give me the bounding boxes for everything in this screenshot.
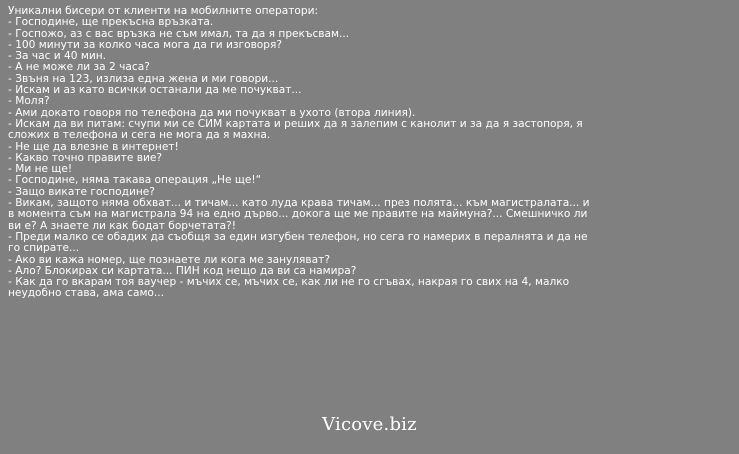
text-line: - Преди малко се обадих да съобщя за един изгубен телефон, но сега го намерих в пералнята и да не го спирате... [8,230,588,255]
text-line: - Ами докато говоря по телефона да ми почукват в ухото (втора линия). [8,106,416,119]
text-line: - Звъня на 123, излиза една жена и ми говори... [8,72,279,85]
text-line: - Защо викате господине? [8,185,155,198]
text-line: - Искам и аз като всички останали да ме почукват... [8,84,302,97]
text-line: - Искам да ви питам: счупи ми се СИМ картата и реших да я залепим с канолит и за да я застопоря, я сложих в телефона и сега не мога да я махна. [8,117,583,142]
text-line: - Господине, няма такава операция „Не ще!“ [8,174,262,187]
text-line: - Викам, защото няма обхват... и тичам... като луда крава тичам... през полята... към магистралата... и в момента съм на магистрала 94 на едно дърво... докога ще ме правите на маймуна?... Смешничко ли ви е? А знаете ли как бодат борчетата?! [8,197,590,232]
text-line: - Ало? Блокирах си картата... ПИН код нещо да ви са намира? [8,264,357,277]
text-line: - Не ще да влезне в интернет! [8,140,179,153]
text-line: - Господине, ще прекъсна връзката. [8,16,214,29]
site-watermark: Vicove.biz [322,414,417,435]
text-line: - Моля? [8,95,50,108]
text-line: - Какво точно правите вие? [8,151,162,164]
text-line: - Как да го вкарам тоя ваучер - мъчих се, мъчих се, как ли не го сгъвах, накрая го свих на 4, малко неудобно става, ама само... [8,276,570,300]
text-line: - Ако ви кажа номер, ще познаете ли кога ме зануляват? [8,253,330,266]
text-line: - Ми не ще! [8,163,73,176]
text-line: - 100 минути за колко часа мога да ги изговоря? [8,38,283,51]
jokes-text-block [8,6,598,300]
text-line: - А не може ли за 2 часа? [8,61,150,74]
text-line: - Госпожо, аз с вас връзка не съм имал, та да я прекъсвам... [8,27,350,40]
heading-line: Уникални бисери от клиенти на мобилните оператори: [8,5,319,17]
text-line: - За час и 40 мин. [8,50,107,63]
